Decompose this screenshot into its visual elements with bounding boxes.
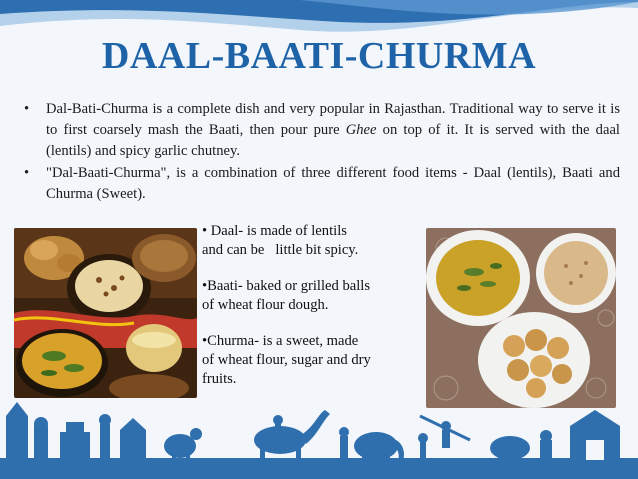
food-bowls-photo [426, 228, 616, 408]
food-platter-photo [14, 228, 197, 398]
item-baati: •Baati- baked or grilled balls of wheat flour dough. [202, 278, 371, 313]
bullet-text: Dal-Bati-Churma is a complete dish and very popular in Rajasthan. Traditional way to serve it is to first coarsely mash the Baati, then pour pure [46, 101, 620, 138]
bullet-marker: • [24, 101, 30, 117]
item-churma: •Churma- is a sweet, made of wheat flour, sugar and dry fruits. [202, 333, 371, 387]
rajasthan-skyline-decoration [0, 396, 638, 479]
bullet-item [22, 163, 620, 205]
bullet-marker: • [24, 165, 30, 181]
slide-title: DAAL-BAATI-CHURMA [101, 35, 537, 77]
food-items-list [202, 222, 416, 406]
bullet-emphasis: Ghee [345, 122, 377, 138]
bullet-list [22, 99, 620, 206]
bullet-text: on top of it. It is served with the daal (lentils) and spicy garlic chutney. [46, 122, 620, 159]
item-daal: • Daal- is made of lentils and can be little bit spicy. [202, 223, 359, 258]
bullet-text: "Dal-Baati-Churma", is a combination of three different food items - Daal (lentils), Baati and Churma (Sweet). [46, 165, 620, 202]
bullet-item [22, 99, 620, 162]
